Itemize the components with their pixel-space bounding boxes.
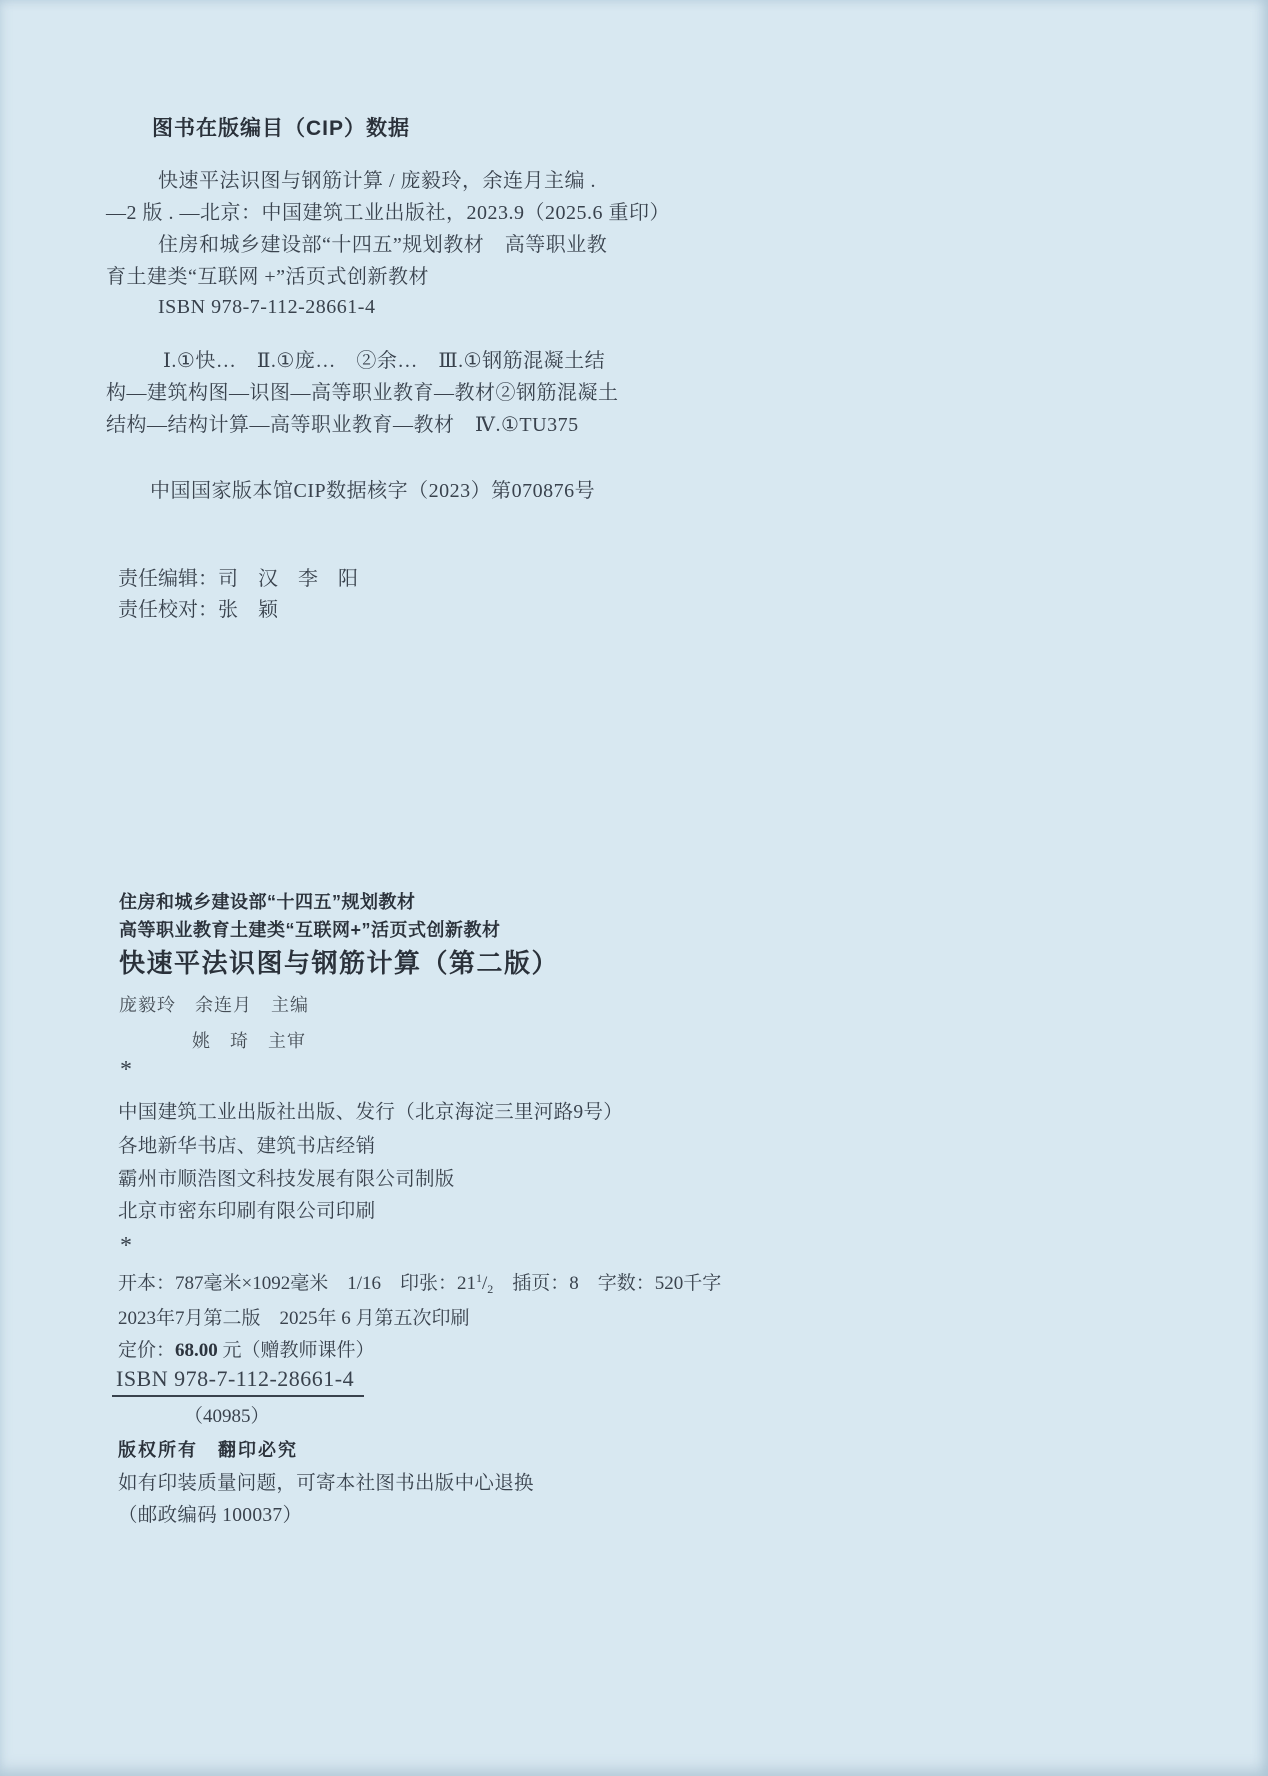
book-number: （40985） [184, 1406, 270, 1427]
price-suffix: 元（赠教师课件） [217, 1340, 375, 1361]
publisher-line: 中国建筑工业出版社出版、发行（北京海淀三里河路9号） [118, 1102, 624, 1123]
edition-line: 2023年7月第二版 2025年 6 月第五次印刷 [118, 1308, 470, 1329]
cip-isbn: ISBN 978-7-112-28661-4 [158, 296, 376, 318]
postcode-line: （邮政编码 100037） [118, 1505, 303, 1526]
cip-class-line3: 结构—结构计算—高等职业教育—教材 Ⅳ.①TU375 [106, 414, 579, 436]
printing-line: 北京市密东印刷有限公司印刷 [118, 1201, 376, 1222]
cip-series-line1: 住房和城乡建设部“十四五”规划教材 高等职业教 [158, 234, 608, 256]
separator-star-bottom: * [120, 1233, 132, 1259]
cip-entry-line2: —2 版 . —北京：中国建筑工业出版社，2023.9（2025.6 重印） [106, 202, 670, 224]
cip-heading: 图书在版编目（CIP）数据 [152, 117, 411, 140]
typesetting-line: 霸州市顺浩图文科技发展有限公司制版 [118, 1169, 455, 1190]
distribution-line: 各地新华书店、建筑书店经销 [118, 1136, 376, 1157]
responsible-editor-line: 责任编辑：司 汉 李 阳 [118, 568, 358, 590]
reviewer-line: 姚 琦 主审 [192, 1031, 306, 1051]
cip-class-line1: Ⅰ.①快… Ⅱ.①庞… ②余… Ⅲ.①钢筋混凝土结 [163, 350, 606, 372]
format-prefix: 开本：787毫米×1092毫米 1/16 印张：21 [118, 1273, 476, 1294]
price-value: 68.00 [175, 1340, 218, 1361]
colophon-series-line2: 高等职业教育土建类“互联网+”活页式创新教材 [119, 920, 501, 940]
cip-series-line2: 育土建类“互联网 +”活页式创新教材 [106, 266, 430, 288]
format-suffix: 插页：8 字数：520千字 [493, 1273, 722, 1294]
isbn-line [116, 1366, 364, 1397]
copyright-notice: 版权所有 翻印必究 [118, 1440, 298, 1460]
format-fraction-slash: / [482, 1273, 488, 1294]
book-title: 快速平法识图与钢筋计算（第二版） [119, 948, 560, 978]
quality-notice: 如有印装质量问题，可寄本社图书出版中心退换 [118, 1473, 534, 1494]
price-line [118, 1335, 375, 1362]
separator-star-top: * [120, 1057, 132, 1083]
cip-registry-line: 中国国家版本馆CIP数据核字（2023）第070876号 [150, 480, 596, 502]
cip-class-line2: 构—建筑构图—识图—高等职业教育—教材②钢筋混凝土 [106, 382, 619, 404]
format-fraction-denominator: 2 [487, 1282, 494, 1296]
isbn-underlined: ISBN 978-7-112-28661-4 [112, 1366, 364, 1397]
price-label: 定价： [118, 1340, 176, 1361]
colophon-series-line1: 住房和城乡建设部“十四五”规划教材 [119, 892, 416, 912]
responsible-proofreader-line: 责任校对：张 颖 [118, 599, 278, 621]
cip-entry-line1: 快速平法识图与钢筋计算 / 庞毅玲，余连月主编 . [158, 170, 597, 192]
authors-line: 庞毅玲 余连月 主编 [119, 995, 309, 1015]
format-fraction-numerator: 1 [476, 1271, 482, 1285]
format-line [118, 1268, 721, 1297]
